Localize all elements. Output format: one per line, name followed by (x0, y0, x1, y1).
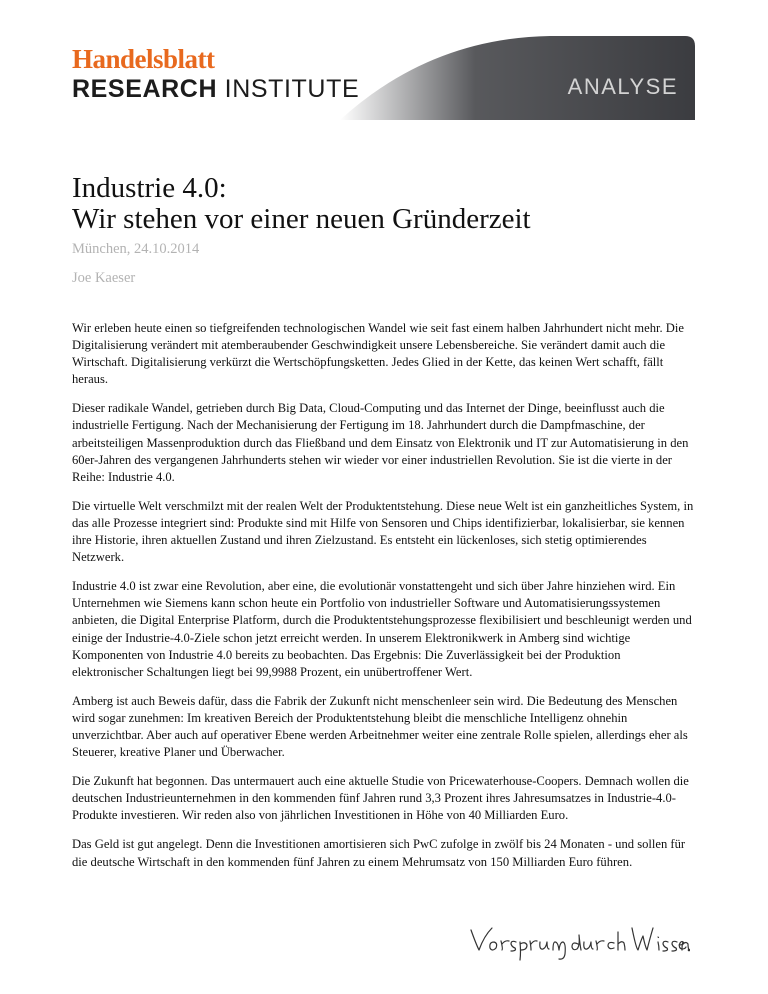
paragraph: Dieser radikale Wandel, getrieben durch Big Data, Cloud-Computing und das Internet der Dinge, beeinflusst auch die industrielle Fertigung. Nach der Mechanisierung der Fertigung im 18. Jahrhundert durch die Dampfmaschine, der arbeitsteiligen Massenproduktion durch das Fließband und dem Einsatz von Elektronik und IT zur Automatisierung in den 60er-Jahren des vergangenen Jahrhunderts stehen wir wieder vor einer industriellen Revolution. Sie ist die vierte in der Reihe: Industrie 4.0. (72, 401, 689, 484)
article-date: München, 24.10.2014 (72, 241, 200, 257)
paragraph: Amberg ist auch Beweis dafür, dass die Fabrik der Zukunft nicht menschenleer sein wird. Die Bedeutung des Menschen wird sogar zunehmen: Im kreativen Bereich der Produktentstehung bleibt die menschliche Intelligenz ohnehin unverzichtbar. Aber auch auf operativer Ebene werden Arbeitnehmer weiter eine zentrale Rolle spielen, allerdings eher als Steuerer, kreative Planer und Überwacher. (72, 693, 688, 760)
slogan-signature (468, 922, 690, 966)
logo-research: RESEARCH (72, 75, 218, 103)
logo-handelsblatt: Handelsblatt (72, 44, 215, 74)
article-title (72, 173, 531, 235)
analyse-label: ANALYSE (567, 74, 678, 99)
paragraph: Wir erleben heute einen so tiefgreifenden technologischen Wandel wie seit fast einem halben Jahrhundert nicht mehr. Die Digitalisierung verändert mit atemberaubender Geschwindigkeit unsere Lebensbereiche. Sie verändert damit auch die Wirtschaft. Digitalisierung verkürzt die Wertschöpfungsketten. Jedes Glied in der Kette, das keinen Wert schafft, fällt heraus. (72, 321, 684, 387)
paragraph: Das Geld ist gut angelegt. Denn die Investitionen amortisieren sich PwC zufolge in zwölf bis 24 Monaten - und sollen für die deutsche Wirtschaft in den kommenden fünf Jahren zu einem Mehrumsatz von 150 Milliarden Euro führen. (72, 837, 686, 869)
article-body (72, 320, 694, 883)
title-line-1: Industrie 4.0: (72, 172, 227, 204)
article-author: Joe Kaeser (72, 270, 136, 286)
paragraph: Die virtuelle Welt verschmilzt mit der realen Welt der Produktentstehung. Diese neue Welt ist ein ganzheitliches System, in das alle Prozesse integriert sind: Produkte sind mit Hilfe von Sensoren und Chips identifizierbar, lokalisierbar, sie kennen ihre Historie, ihren aktuellen Zustand und ihren Zielzustand. Es entsteht ein lückenloses, sich stetig optimierendes Netzwerk. (72, 498, 694, 565)
paragraph: Die Zukunft hat begonnen. Das untermauert auch eine aktuelle Studie von Pricewaterhouse-Coopers. Demnach wollen die deutschen Industrieunternehmen in den kommenden fünf Jahren rund 3,3 Prozent ihres Jahresumsatzes in Industrie-4.0-Produkte investieren. Wir reden also von jährlichen Investitionen in Höhe von 40 Milliarden Euro. (72, 774, 689, 823)
title-line-2: Wir stehen vor einer neuen Gründerzeit (72, 203, 531, 235)
paragraph: Industrie 4.0 ist zwar eine Revolution, aber eine, die evolutionär vonstattengeht und sich über Jahre hinziehen wird. Ein Unternehmen wie Siemens kann schon heute ein Portfolio von industrieller Software und Automatisierungssystemen anbieten, die Digital Enterprise Platform, durch die Produktentstehungsprozesse flexibilisiert und beschleunigt werden und einige der Industrie-4.0-Ziele schon jetzt erreicht werden. In unserem Elektronikwerk in Amberg sind wichtige Komponenten von Industrie 4.0 bereits zu beobachten. Das Ergebnis: Die Zuverlässigkeit bei der Produktion elektronischer Schaltungen liegt bei 99,9988 Prozent, ein unübertroffener Wert. (72, 579, 692, 679)
handelsblatt-research-institute-logo (72, 46, 359, 102)
logo-research-institute (72, 76, 359, 102)
logo-institute: INSTITUTE (217, 75, 360, 103)
